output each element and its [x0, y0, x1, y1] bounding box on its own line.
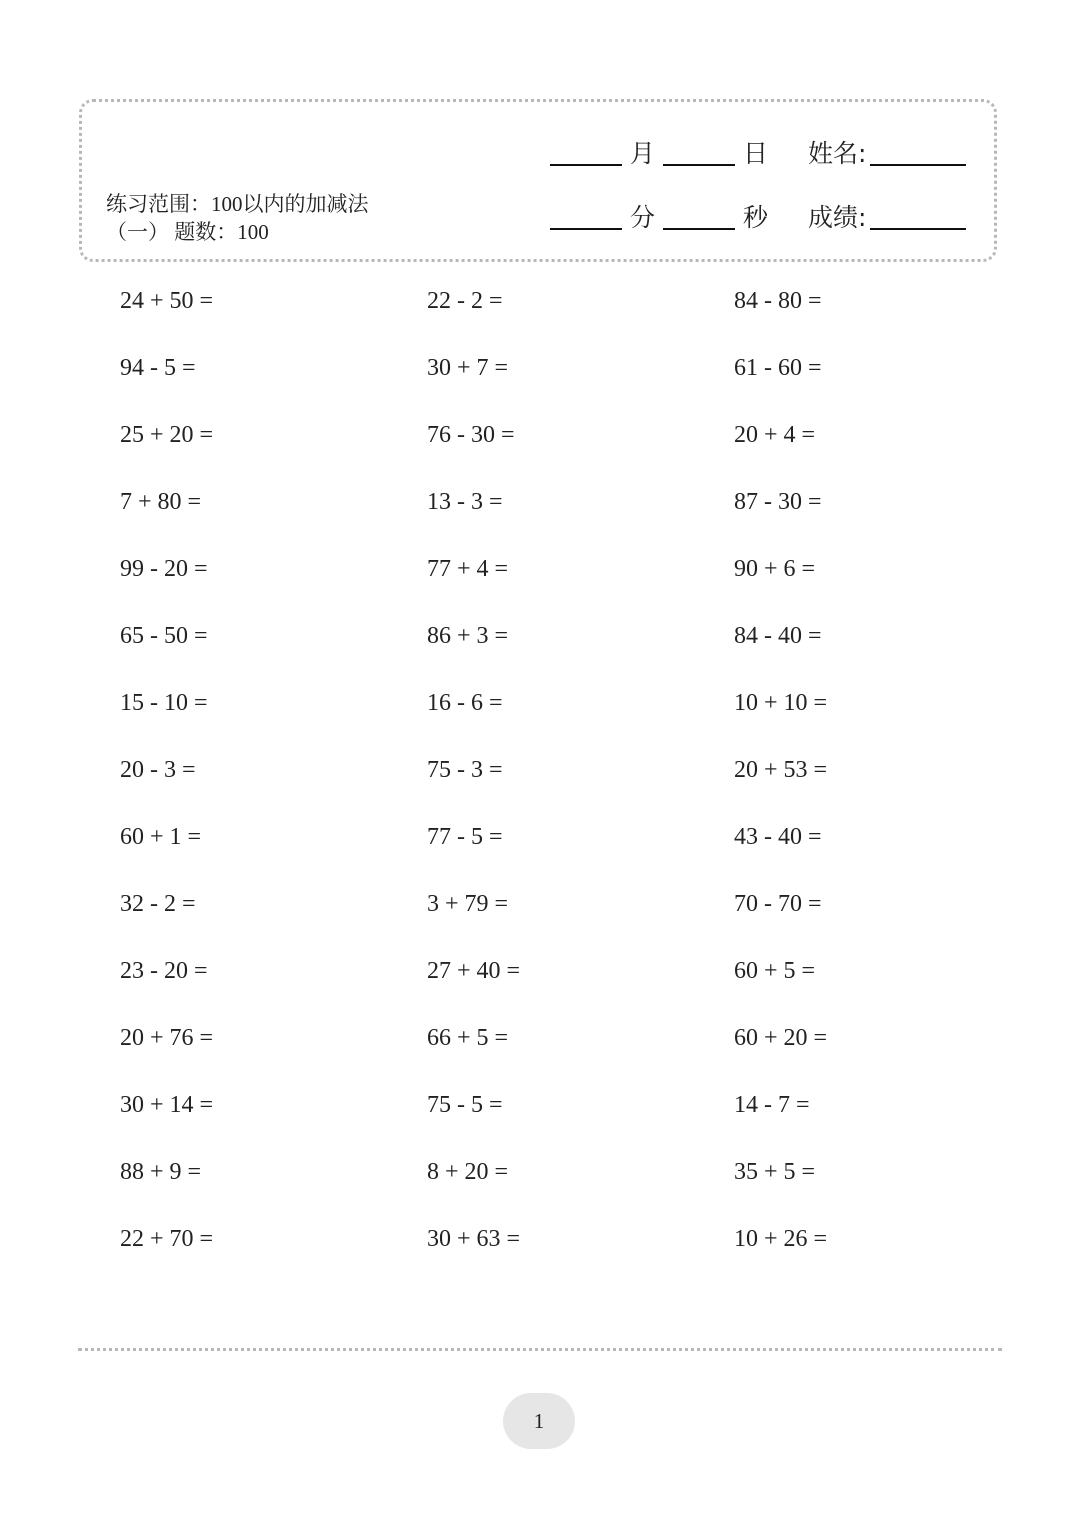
problem-item: 8 + 20 = [427, 1159, 509, 1185]
problem-item: 14 - 7 = [734, 1092, 810, 1118]
second-label: 秒 [743, 203, 769, 232]
page-number: 1 [533, 1408, 545, 1433]
problem-item: 7 + 80 = [120, 489, 202, 515]
problem-item: 10 + 26 = [734, 1226, 828, 1252]
problem-item: 27 + 40 = [427, 958, 521, 984]
problem-item: 84 - 40 = [734, 623, 822, 649]
problem-item: 20 + 76 = [120, 1025, 214, 1051]
problem-item: 25 + 20 = [120, 422, 214, 448]
page-number-badge [503, 1393, 575, 1449]
problem-item: 94 - 5 = [120, 355, 196, 381]
score-blank[interactable] [870, 228, 966, 230]
problem-item: 3 + 79 = [427, 891, 509, 917]
practice-range-line1: 练习范围：100以内的加减法 [106, 192, 369, 216]
score-label: 成绩: [808, 203, 867, 232]
practice-range-line2: （一） 题数：100 [106, 220, 269, 244]
minute-label: 分 [630, 203, 656, 232]
problem-grid [120, 283, 1020, 1288]
problem-item: 87 - 30 = [734, 489, 822, 515]
problem-item: 30 + 14 = [120, 1092, 214, 1118]
problem-item: 15 - 10 = [120, 690, 208, 716]
problem-item: 75 - 5 = [427, 1092, 503, 1118]
bottom-divider [78, 1348, 1002, 1351]
problem-item: 65 - 50 = [120, 623, 208, 649]
problem-item: 75 - 3 = [427, 757, 503, 783]
problem-item: 23 - 20 = [120, 958, 208, 984]
problem-item: 60 + 5 = [734, 958, 816, 984]
problem-item: 60 + 20 = [734, 1025, 828, 1051]
day-label: 日 [743, 139, 769, 168]
problem-item: 30 + 7 = [427, 355, 509, 381]
problem-item: 77 - 5 = [427, 824, 503, 850]
problem-item: 99 - 20 = [120, 556, 208, 582]
problem-item: 90 + 6 = [734, 556, 816, 582]
problem-item: 43 - 40 = [734, 824, 822, 850]
minute-blank[interactable] [550, 228, 622, 230]
problem-item: 24 + 50 = [120, 288, 214, 314]
problem-item: 22 - 2 = [427, 288, 503, 314]
problem-item: 61 - 60 = [734, 355, 822, 381]
problem-item: 70 - 70 = [734, 891, 822, 917]
name-label: 姓名: [808, 139, 867, 168]
problem-item: 20 + 4 = [734, 422, 816, 448]
problem-item: 60 + 1 = [120, 824, 202, 850]
problem-item: 16 - 6 = [427, 690, 503, 716]
problem-item: 88 + 9 = [120, 1159, 202, 1185]
problem-item: 32 - 2 = [120, 891, 196, 917]
month-blank[interactable] [550, 164, 622, 166]
problem-item: 22 + 70 = [120, 1226, 214, 1252]
problem-item: 66 + 5 = [427, 1025, 509, 1051]
problem-item: 20 + 53 = [734, 757, 828, 783]
problem-item: 13 - 3 = [427, 489, 503, 515]
month-label: 月 [630, 139, 656, 168]
problem-item: 35 + 5 = [734, 1159, 816, 1185]
problem-item: 10 + 10 = [734, 690, 828, 716]
day-blank[interactable] [663, 164, 735, 166]
problem-item: 76 - 30 = [427, 422, 515, 448]
problem-item: 84 - 80 = [734, 288, 822, 314]
date-name-row [550, 134, 966, 170]
practice-range [106, 190, 406, 246]
second-blank[interactable] [663, 228, 735, 230]
problem-item: 30 + 63 = [427, 1226, 521, 1252]
problem-item: 20 - 3 = [120, 757, 196, 783]
name-blank[interactable] [870, 164, 966, 166]
problem-item: 77 + 4 = [427, 556, 509, 582]
problem-item: 86 + 3 = [427, 623, 509, 649]
time-score-row [550, 198, 966, 234]
